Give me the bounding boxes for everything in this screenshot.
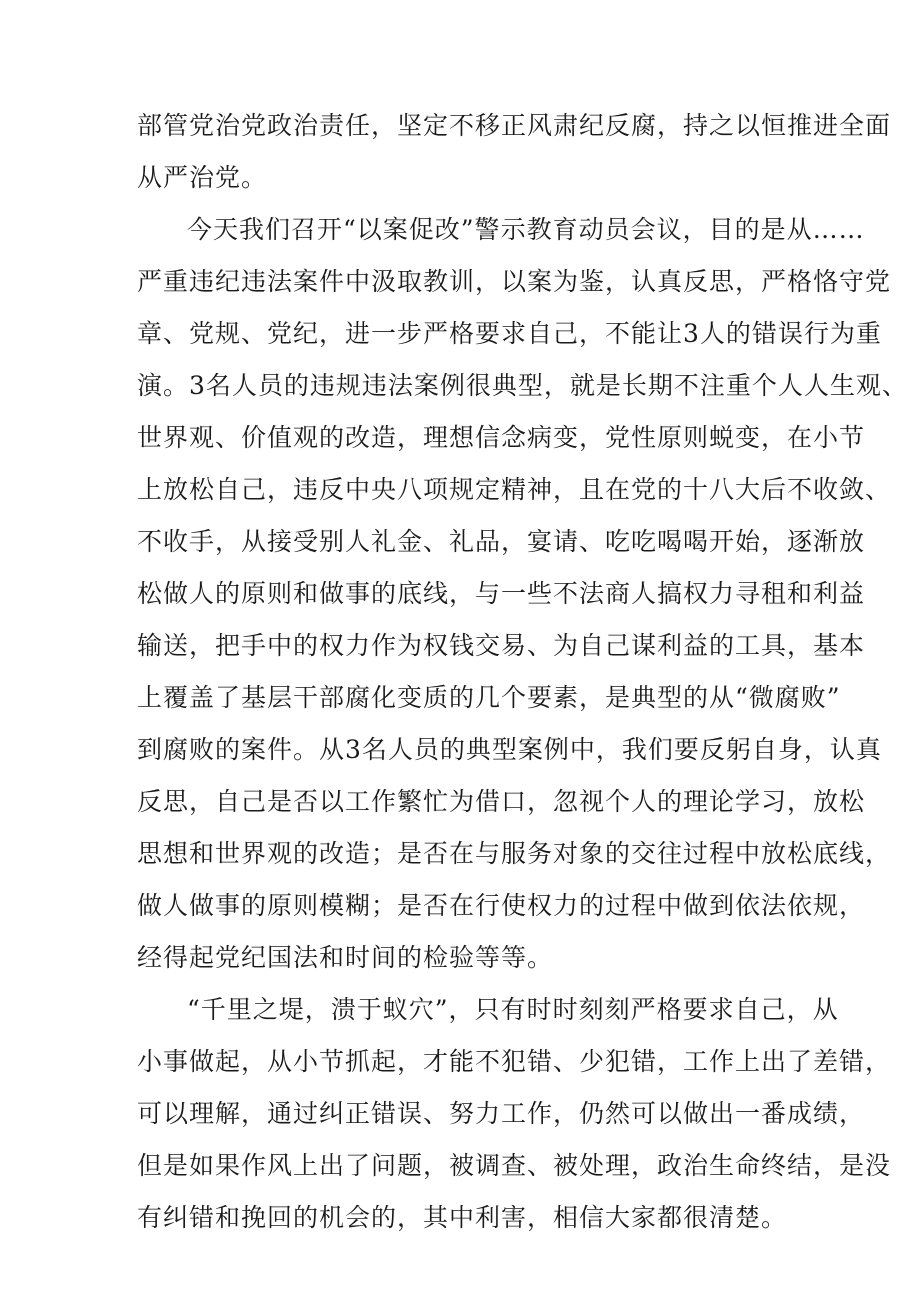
paragraph-3-line-5: 有纠错和挽回的机会的，其中利害，相信大家都很清楚。 [137, 1203, 788, 1232]
paragraph-2-line-10: 上覆盖了基层干部腐化变质的几个要素，是典型的从“微腐败” [137, 683, 841, 712]
paragraph-3-line-4: 但是如果作风上出了问题，被调查、被处理，政治生命终结，是没 [137, 1151, 892, 1180]
paragraph-2-line-3: 章、党规、党纪，进一步严格要求自己，不能让3人的错误行为重 [137, 319, 882, 348]
paragraph-2-line-5: 世界观、价值观的改造，理想信念病变，党性原则蜕变，在小节 [137, 423, 866, 452]
paragraph-1-line-2: 从严治党。 [137, 163, 268, 192]
paragraph-2-line-12: 反思，自己是否以工作繁忙为借口，忽视个人的理论学习，放松 [137, 787, 866, 816]
paragraph-3-line-2: 小事做起，从小节抓起，才能不犯错、少犯错，工作上出了差错， [137, 1047, 892, 1076]
paragraph-2-line-11: 到腐败的案件。从3名人员的典型案例中，我们要反躬自身，认真 [137, 735, 882, 764]
paragraph-2-line-4: 演。3名人员的违规违法案例很典型，就是长期不注重个人人生观、 [137, 371, 908, 400]
paragraph-3-line-1: “千里之堤，溃于蚁穴”，只有时时刻刻严格要求自己，从 [187, 995, 839, 1024]
paragraph-2-line-15: 经得起党纪国法和时间的检验等等。 [137, 943, 554, 972]
paragraph-3-line-3: 可以理解，通过纠正错误、努力工作，仍然可以做出一番成绩， [137, 1099, 866, 1128]
paragraph-2-line-8: 松做人的原则和做事的底线，与一些不法商人搞权力寻租和利益 [137, 579, 866, 608]
paragraph-2-line-14: 做人做事的原则模糊；是否在行使权力的过程中做到依法依规， [137, 891, 866, 920]
paragraph-2-line-7: 不收手，从接受别人礼金、礼品，宴请、吃吃喝喝开始，逐渐放 [137, 527, 866, 556]
paragraph-2-line-9: 输送，把手中的权力作为权钱交易、为自己谋利益的工具，基本 [137, 631, 866, 660]
paragraph-2-line-2: 严重违纪违法案件中汲取教训，以案为鉴，认真反思，严格恪守党 [137, 267, 892, 296]
paragraph-1-line-1: 部管党治党政治责任，坚定不移正风肃纪反腐，持之以恒推进全面 [137, 111, 892, 140]
paragraph-2-line-13: 思想和世界观的改造；是否在与服务对象的交往过程中放松底线， [137, 839, 892, 868]
paragraph-2-line-1: 今天我们召开“以案促改”警示教育动员会议，目的是从…… [187, 215, 865, 244]
paragraph-2-line-6: 上放松自己，违反中央八项规定精神，且在党的十八大后不收敛、 [137, 475, 892, 504]
